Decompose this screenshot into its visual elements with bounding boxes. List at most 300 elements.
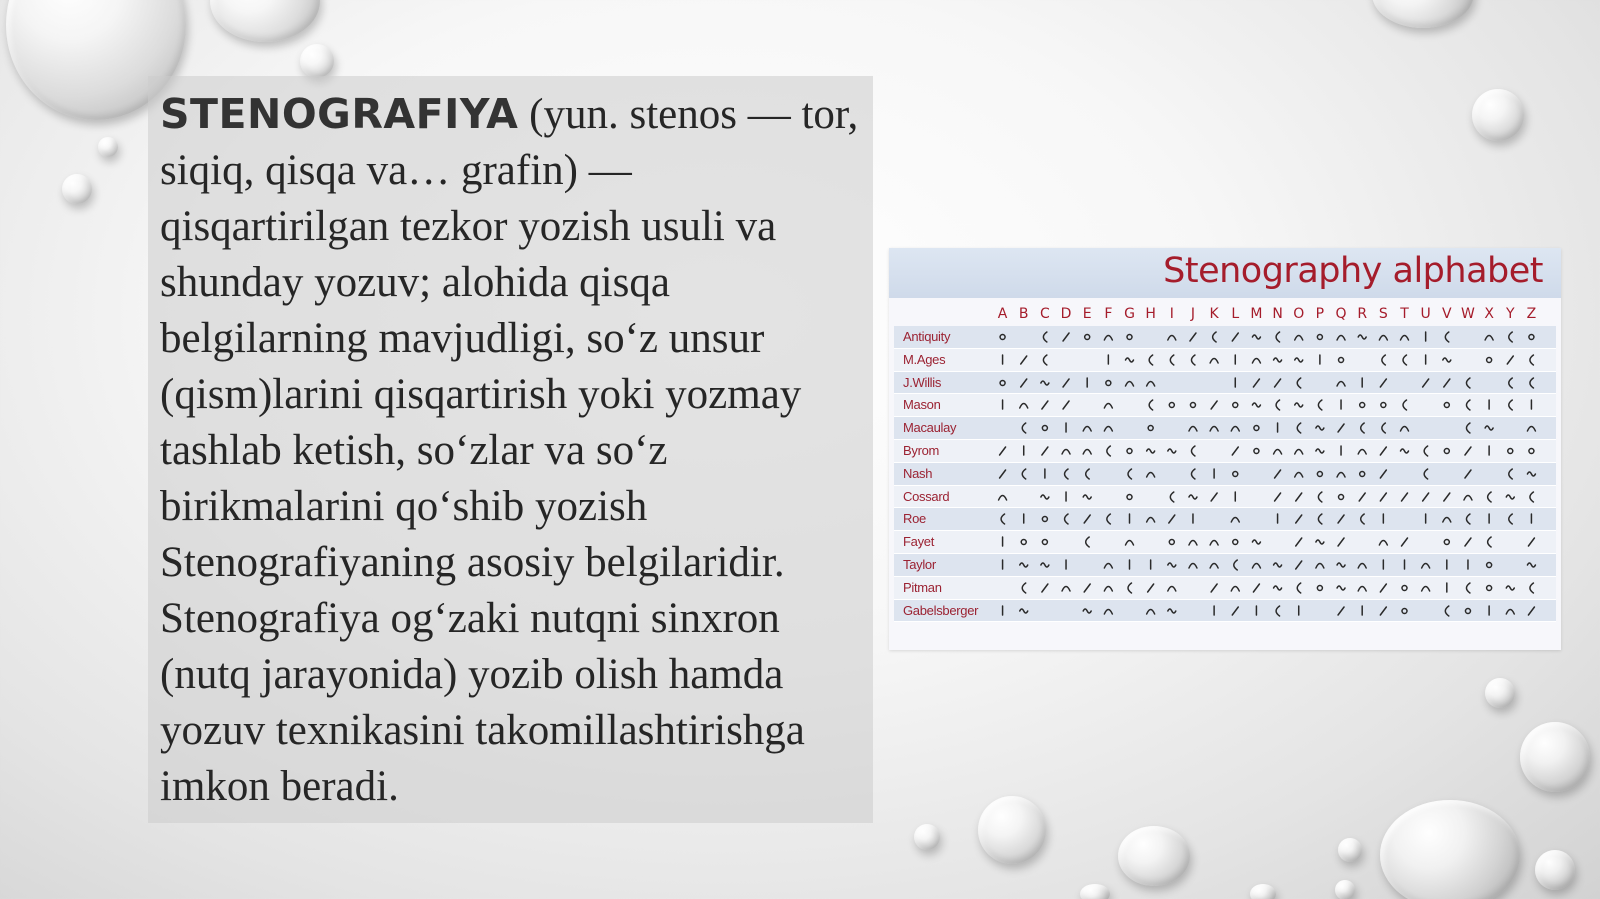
alphabet-row — [894, 554, 1556, 577]
alphabet-letter: J — [1190, 306, 1196, 322]
shorthand-glyph — [1252, 335, 1260, 339]
alphabet-row — [894, 349, 1556, 372]
shorthand-glyph — [1296, 538, 1302, 546]
shorthand-glyph — [1359, 493, 1365, 501]
shorthand-glyph — [1465, 447, 1471, 455]
shorthand-glyph — [1337, 472, 1345, 477]
alphabet-letters-row — [992, 306, 1542, 326]
shorthand-glyph — [1168, 449, 1176, 453]
alphabet-row — [894, 508, 1556, 531]
water-drop — [978, 796, 1046, 864]
shorthand-glyph — [1234, 560, 1238, 570]
alphabet-letter: R — [1357, 306, 1368, 322]
shorthand-glyph — [1507, 356, 1513, 364]
figure-title: Stenography alphabet — [1163, 251, 1543, 291]
shorthand-glyph — [1443, 358, 1451, 362]
alphabet-row — [894, 372, 1556, 395]
alphabet-row — [894, 394, 1556, 417]
shorthand-glyphs — [992, 463, 1542, 485]
shorthand-glyph — [1422, 586, 1430, 591]
shorthand-glyph — [1297, 423, 1301, 433]
shorthand-glyph — [1424, 469, 1428, 479]
shorthand-glyph — [1043, 332, 1047, 342]
shorthand-glyphs — [992, 326, 1542, 348]
shorthand-glyph — [1381, 403, 1386, 408]
shorthand-glyph — [1041, 563, 1049, 567]
shorthand-glyph — [1170, 355, 1174, 365]
shorthand-glyph — [1380, 447, 1386, 455]
shorthand-glyph — [1529, 335, 1534, 340]
shorthand-glyph — [1189, 563, 1197, 568]
shorthand-glyph — [1063, 333, 1069, 341]
shorthand-glyph — [1083, 427, 1091, 432]
shorthand-glyph — [1041, 381, 1049, 385]
shorthand-glyph — [1085, 335, 1090, 340]
shorthand-glyph — [1020, 609, 1028, 613]
shorthand-glyph — [1147, 609, 1155, 614]
shorthand-glyph — [1402, 585, 1407, 590]
alphabet-row — [894, 440, 1556, 463]
shorthand-glyph — [1509, 469, 1513, 479]
shorthand-glyph — [1402, 538, 1408, 546]
shorthand-glyph — [1295, 358, 1303, 362]
shorthand-glyph — [999, 495, 1007, 500]
shorthand-glyph — [1022, 423, 1025, 433]
shorthand-glyph — [1295, 403, 1303, 407]
shorthand-glyph — [1276, 606, 1280, 616]
shorthand-glyphs — [992, 508, 1542, 530]
shorthand-glyph — [1360, 471, 1365, 476]
shorthand-glyph — [1297, 378, 1301, 388]
shorthand-glyph — [1083, 609, 1091, 613]
alphabet-letter: L — [1231, 306, 1240, 322]
shorthand-glyph — [1231, 518, 1239, 523]
alphabet-letter: E — [1082, 306, 1092, 322]
alphabet-letter: A — [997, 306, 1008, 322]
shorthand-glyph — [1168, 609, 1176, 613]
water-drop — [1250, 884, 1276, 899]
shorthand-glyph — [1485, 426, 1493, 430]
shorthand-glyph — [1083, 495, 1091, 499]
shorthand-glyph — [1252, 403, 1260, 407]
definition-paragraph — [160, 86, 861, 815]
shorthand-glyph — [1253, 379, 1259, 387]
shorthand-glyph — [1487, 562, 1492, 567]
alphabet-row-name: Fayet — [903, 534, 935, 550]
shorthand-glyph — [1104, 336, 1112, 341]
shorthand-glyph — [1444, 379, 1450, 387]
shorthand-glyph — [1318, 492, 1322, 502]
shorthand-glyph — [1274, 563, 1282, 567]
shorthand-glyph — [1063, 401, 1069, 409]
shorthand-glyph — [1062, 449, 1070, 454]
shorthand-glyph — [1274, 358, 1282, 362]
shorthand-glyph — [1128, 469, 1132, 479]
shorthand-glyph — [1529, 448, 1534, 453]
shorthand-glyph — [1231, 586, 1239, 591]
shorthand-glyph — [1190, 333, 1196, 341]
shorthand-glyph — [1021, 379, 1027, 387]
shorthand-glyph — [1170, 492, 1174, 502]
shorthand-glyph — [1232, 607, 1238, 615]
shorthand-glyph — [1360, 403, 1365, 408]
alphabet-letter: K — [1209, 306, 1219, 322]
alphabet-row-name: Macaulay — [903, 420, 957, 436]
shorthand-glyph — [1466, 423, 1470, 433]
alphabet-row — [894, 531, 1556, 554]
shorthand-glyph — [1465, 538, 1471, 546]
alphabet-letter: Z — [1526, 306, 1537, 322]
shorthand-glyph — [1211, 493, 1217, 501]
shorthand-glyph — [1104, 609, 1112, 614]
alphabet-letter: X — [1484, 306, 1494, 322]
shorthand-glyph — [1042, 426, 1047, 431]
shorthand-glyph — [1445, 606, 1449, 616]
shorthand-glyph — [1423, 379, 1429, 387]
water-drop — [300, 44, 334, 78]
shorthand-glyph — [1297, 583, 1301, 593]
alphabet-letter: T — [1400, 306, 1409, 322]
shorthand-glyph — [1338, 515, 1344, 523]
shorthand-glyph — [1211, 584, 1217, 592]
shorthand-glyph — [1380, 607, 1386, 615]
shorthand-glyph — [1403, 355, 1407, 365]
shorthand-glyph — [1527, 563, 1535, 567]
shorthand-glyph — [1382, 355, 1386, 365]
water-drop — [1380, 800, 1520, 899]
water-drop — [1080, 884, 1110, 899]
shorthand-glyph — [1149, 355, 1153, 365]
shorthand-glyph — [1252, 563, 1260, 568]
shorthand-glyphs — [992, 554, 1542, 576]
shorthand-glyph — [1043, 355, 1047, 365]
shorthand-glyph — [1127, 448, 1132, 453]
shorthand-glyph — [1169, 540, 1174, 545]
shorthand-glyph — [1509, 332, 1513, 342]
shorthand-glyph — [1316, 426, 1324, 430]
shorthand-glyph — [1276, 400, 1280, 410]
shorthand-glyph — [1275, 493, 1281, 501]
alphabet-letter: Q — [1335, 306, 1347, 322]
water-drop — [62, 174, 92, 204]
shorthand-glyph — [1296, 515, 1302, 523]
shorthand-glyph — [1020, 404, 1028, 409]
shorthand-glyph — [1337, 381, 1345, 386]
shorthand-glyph — [1530, 355, 1534, 365]
shorthand-glyph — [1379, 541, 1387, 546]
shorthand-glyph — [1063, 379, 1069, 387]
water-drop — [1535, 850, 1575, 890]
alphabet-rows — [894, 326, 1556, 622]
shorthand-glyph — [1233, 471, 1238, 476]
shorthand-glyphs — [992, 394, 1542, 416]
water-drop — [1485, 678, 1515, 708]
shorthand-glyph — [1065, 514, 1069, 524]
shorthand-glyph — [1104, 427, 1112, 432]
shorthand-glyph — [1083, 449, 1091, 454]
shorthand-glyph — [1295, 336, 1303, 341]
alphabet-row-name: Taylor — [903, 556, 936, 572]
shorthand-glyph — [1210, 358, 1218, 363]
shorthand-glyph — [1084, 515, 1090, 523]
shorthand-glyph — [1316, 449, 1324, 453]
shorthand-glyph — [1126, 381, 1134, 386]
alphabet-row-name: J.Willis — [903, 374, 942, 390]
alphabet-row — [894, 463, 1556, 486]
shorthand-glyph — [1000, 447, 1006, 455]
alphabet-letter: M — [1250, 306, 1263, 322]
shorthand-glyph — [1107, 514, 1111, 524]
shorthand-glyph — [1380, 470, 1386, 478]
shorthand-glyph — [1444, 448, 1449, 453]
shorthand-glyph — [1338, 538, 1344, 546]
shorthand-glyph — [1275, 379, 1281, 387]
shorthand-glyph — [1147, 449, 1155, 453]
shorthand-glyph — [1402, 608, 1407, 613]
shorthand-glyph — [1466, 583, 1470, 593]
shorthand-glyph — [1296, 493, 1302, 501]
shorthand-glyph — [1191, 446, 1195, 456]
shorthand-glyph — [1444, 403, 1449, 408]
shorthand-glyph — [1337, 586, 1345, 590]
shorthand-glyph — [1338, 607, 1344, 615]
shorthand-glyph — [1149, 400, 1153, 410]
shorthand-glyph — [1126, 541, 1134, 546]
shorthand-glyph — [1361, 423, 1365, 433]
shorthand-glyph — [1253, 584, 1259, 592]
shorthand-glyph — [1508, 448, 1513, 453]
shorthand-glyph — [1000, 470, 1006, 478]
shorthand-glyph — [1382, 423, 1386, 433]
alphabet-letter: Y — [1505, 306, 1515, 322]
shorthand-glyph — [1488, 492, 1492, 502]
alphabet-row-name: Mason — [903, 397, 941, 413]
shorthand-glyph — [1464, 495, 1472, 500]
shorthand-glyph — [1401, 336, 1409, 341]
shorthand-glyph — [1169, 403, 1174, 408]
figure-header — [889, 248, 1561, 298]
shorthand-glyph — [1127, 335, 1132, 340]
shorthand-glyph — [1210, 427, 1218, 432]
shorthand-glyph — [1487, 585, 1492, 590]
shorthand-glyph — [1065, 469, 1069, 479]
alphabet-letter: U — [1420, 306, 1431, 322]
shorthand-glyph — [1422, 563, 1430, 568]
shorthand-glyph — [1084, 584, 1090, 592]
shorthand-glyph — [1104, 404, 1112, 409]
shorthand-glyph — [1042, 584, 1048, 592]
shorthand-glyph — [1317, 585, 1322, 590]
shorthand-glyph — [1254, 426, 1259, 431]
shorthand-glyphs — [992, 372, 1542, 394]
shorthand-glyph — [1275, 470, 1281, 478]
shorthand-glyph — [1147, 381, 1155, 386]
shorthand-glyph — [1147, 472, 1155, 477]
alphabet-letter: I — [1169, 306, 1174, 322]
alphabet-row — [894, 326, 1556, 349]
shorthand-glyph — [1509, 514, 1513, 524]
shorthand-glyph — [1022, 583, 1025, 593]
shorthand-glyph — [1403, 400, 1407, 410]
alphabet-row-name: M.Ages — [903, 351, 946, 367]
alphabet-row-name: Pitman — [903, 579, 942, 595]
shorthand-glyph — [1358, 563, 1366, 568]
shorthand-glyph — [1317, 335, 1322, 340]
shorthand-glyphs — [992, 577, 1542, 599]
shorthand-glyph — [1445, 332, 1449, 342]
alphabet-row — [894, 486, 1556, 509]
water-drop — [1372, 0, 1474, 28]
shorthand-glyph — [1020, 563, 1028, 567]
shorthand-glyph — [1296, 561, 1302, 569]
shorthand-glyph — [1104, 586, 1112, 591]
shorthand-glyphs — [992, 600, 1542, 622]
alphabet-letter: S — [1378, 306, 1388, 322]
shorthand-glyph — [1189, 495, 1197, 499]
shorthand-glyph — [1233, 540, 1238, 545]
shorthand-glyph — [1168, 586, 1176, 591]
shorthand-glyph — [1041, 495, 1049, 499]
shorthand-glyph — [1506, 609, 1514, 614]
shorthand-glyph — [1128, 583, 1132, 593]
shorthand-glyph — [1509, 400, 1513, 410]
shorthand-glyph — [1042, 447, 1048, 455]
shorthand-glyphs — [992, 417, 1542, 439]
water-drop — [98, 137, 118, 157]
shorthand-glyph — [1148, 426, 1153, 431]
shorthand-glyph — [1062, 586, 1070, 591]
shorthand-glyph — [1147, 518, 1155, 523]
shorthand-glyph — [1042, 401, 1048, 409]
shorthand-glyph — [1022, 469, 1025, 479]
alphabet-row — [894, 577, 1556, 600]
definition-text: (yun. stenos — tor, siqiq, qisqa va… grafin) — qisqartirilgan tezkor yozish usuli va shunday yozuv; alohida qisqa belgilarning mavjudligi, so‘z unsur (qism)larini qisqartirish yoki yozmay tashlab ketish, so‘zlar va so‘z birikmalarini qo‘shib yozish Stenografiyaning asosiy belgilaridir. Stenografiya og‘zaki nutqni sinxron (nutq jarayonida) yozib olish hamda yozuv texnikasini takomillashtirishga imkon beradi. — [160, 91, 859, 810]
shorthand-glyph — [1189, 427, 1197, 432]
shorthand-glyph — [1191, 355, 1195, 365]
shorthand-glyph — [1338, 424, 1344, 432]
shorthand-glyph — [1001, 514, 1005, 524]
shorthand-glyph — [1361, 514, 1365, 524]
text-panel — [148, 76, 873, 823]
shorthand-glyph — [1444, 493, 1450, 501]
shorthand-glyph — [1168, 563, 1176, 567]
shorthand-glyph — [1488, 537, 1492, 547]
shorthand-glyph — [1509, 378, 1513, 388]
alphabet-letter: V — [1442, 306, 1452, 322]
shorthand-glyph — [1487, 357, 1492, 362]
shorthand-glyph — [1213, 332, 1217, 342]
shorthand-glyph — [1339, 494, 1344, 499]
term-heading: STENOGRAFIYA — [160, 90, 519, 138]
shorthand-glyph — [1316, 563, 1324, 568]
alphabet-row — [894, 600, 1556, 623]
alphabet-row-name: Byrom — [903, 442, 940, 458]
shorthand-glyph — [1211, 401, 1217, 409]
alphabet-row-name: Roe — [903, 511, 926, 527]
alphabet-letter: B — [1018, 306, 1029, 322]
shorthand-glyph — [1252, 540, 1260, 544]
shorthand-glyph — [1528, 538, 1534, 546]
shorthand-glyph — [1424, 446, 1428, 456]
water-drop — [1335, 880, 1355, 899]
shorthand-glyph — [1189, 541, 1197, 546]
shorthand-glyph — [1444, 540, 1449, 545]
shorthand-glyph — [1379, 336, 1387, 341]
shorthand-glyph — [1148, 584, 1154, 592]
alphabet-letter: C — [1039, 306, 1050, 322]
shorthand-glyph — [1466, 378, 1470, 388]
shorthand-glyph — [1169, 515, 1175, 523]
shorthand-glyph — [1210, 563, 1218, 568]
alphabet-letter: G — [1124, 306, 1135, 322]
shorthand-glyph — [1506, 586, 1514, 590]
shorthand-glyph — [1104, 563, 1112, 568]
shorthand-glyphs — [992, 349, 1542, 371]
shorthand-glyph — [1380, 379, 1386, 387]
shorthand-glyph — [1530, 378, 1534, 388]
alphabet-letter: H — [1145, 306, 1156, 322]
shorthand-glyph — [1337, 563, 1345, 567]
shorthand-glyph — [1232, 447, 1238, 455]
shorthand-glyph — [1485, 336, 1493, 341]
shorthand-glyph — [1337, 336, 1345, 341]
shorthand-glyph — [1042, 540, 1047, 545]
water-drop — [914, 824, 940, 850]
water-drop — [1118, 826, 1190, 886]
shorthand-glyph — [1358, 335, 1366, 339]
shorthand-glyph — [1274, 586, 1282, 590]
shorthand-glyph — [1191, 469, 1195, 479]
shorthand-glyph — [1274, 449, 1282, 454]
shorthand-glyph — [1380, 584, 1386, 592]
water-drop — [1338, 838, 1362, 862]
shorthand-glyph — [1530, 583, 1534, 593]
shorthand-glyph — [1318, 514, 1322, 524]
shorthand-glyph — [1086, 537, 1090, 547]
shorthand-glyph — [1276, 332, 1280, 342]
shorthand-glyph — [1530, 492, 1534, 502]
shorthand-glyph — [1423, 493, 1429, 501]
shorthand-glyph — [1318, 400, 1322, 410]
shorthand-glyph — [1168, 336, 1176, 341]
shorthand-glyph — [1380, 493, 1386, 501]
alphabet-letter: P — [1315, 306, 1325, 322]
shorthand-glyph — [1443, 518, 1451, 523]
shorthand-glyph — [1042, 517, 1047, 522]
alphabet-letter: F — [1104, 306, 1113, 322]
shorthand-glyph — [1466, 514, 1470, 524]
shorthand-glyph — [1106, 380, 1111, 385]
shorthand-glyph — [1401, 449, 1409, 453]
shorthand-glyph — [1358, 449, 1366, 454]
shorthand-glyph — [1466, 400, 1470, 410]
shorthand-glyph — [1401, 427, 1409, 432]
alphabet-row-name: Nash — [903, 465, 933, 481]
shorthand-glyph — [1086, 469, 1090, 479]
shorthand-glyph — [1021, 356, 1027, 364]
shorthand-glyph — [1233, 403, 1238, 408]
shorthand-glyph — [1528, 607, 1534, 615]
alphabet-row-name: Antiquity — [903, 329, 951, 344]
shorthand-glyph — [1295, 449, 1303, 454]
alphabet-letter: W — [1461, 306, 1475, 322]
alphabet-row — [894, 417, 1556, 440]
shorthand-glyphs — [992, 531, 1542, 553]
alphabet-letter: N — [1272, 306, 1283, 322]
shorthand-glyphs — [992, 440, 1542, 462]
shorthand-glyph — [1107, 446, 1111, 456]
shorthand-glyph — [1126, 358, 1134, 362]
